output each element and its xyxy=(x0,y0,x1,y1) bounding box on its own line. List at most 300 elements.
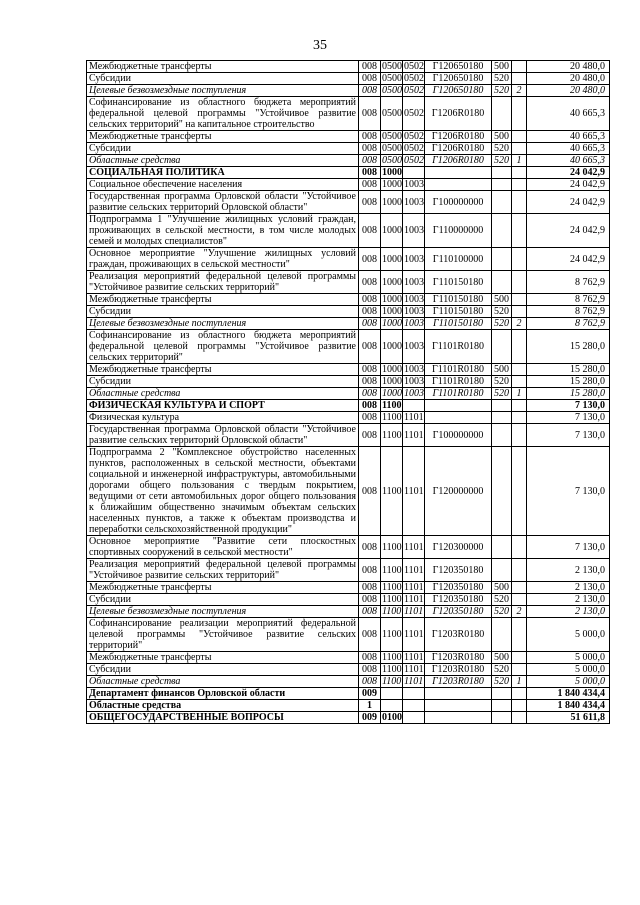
row-expense-type: 500 xyxy=(492,364,512,376)
row-section-code: 1000 xyxy=(381,271,403,294)
row-section-code: 1000 xyxy=(381,330,403,364)
row-target-article: Г1206R0180 xyxy=(425,155,492,167)
row-sum: 5 000,0 xyxy=(527,676,610,688)
row-source-code: 1 xyxy=(512,388,527,400)
row-expense-type xyxy=(492,214,512,248)
row-target-article: Г120650180 xyxy=(425,73,492,85)
row-subsection-code: 1101 xyxy=(404,606,424,617)
row-source-code xyxy=(512,248,527,271)
row-name: Межбюджетные трансферты xyxy=(87,652,359,664)
row-source-code xyxy=(512,559,527,582)
row-section-code: 0100 xyxy=(382,712,402,723)
row-section-code: 1100 xyxy=(382,594,402,605)
table-row xyxy=(87,712,610,724)
row-name: Целевые безвозмездные поступления xyxy=(87,85,359,97)
table-row xyxy=(87,330,610,364)
table-row xyxy=(87,652,610,664)
row-expense-type: 500 xyxy=(492,294,512,306)
row-source-code xyxy=(512,688,527,700)
row-ved-code: 008 xyxy=(359,214,381,248)
row-source-code xyxy=(512,536,527,559)
row-sum: 8 762,9 xyxy=(527,294,610,306)
row-sum: 7 130,0 xyxy=(527,412,610,424)
row-source-code xyxy=(512,167,527,179)
row-ved-code: 009 xyxy=(359,712,381,724)
row-expense-type xyxy=(492,248,512,271)
row-subsection-code: 1003 xyxy=(403,248,425,271)
row-source-code xyxy=(512,652,527,664)
row-ved-code: 008 xyxy=(359,306,381,318)
row-name: Межбюджетные трансферты xyxy=(87,61,359,73)
table-row xyxy=(87,606,610,618)
row-target-article: Г120650180 xyxy=(425,61,492,73)
table-row xyxy=(87,294,610,306)
table-row xyxy=(87,179,610,191)
row-name: Государственная программа Орловской области "Устойчивое развитие сельских территорий Орловской области" xyxy=(87,424,359,447)
row-subsection-code: 1101 xyxy=(404,652,424,663)
row-sum: 5 000,0 xyxy=(527,652,610,664)
row-section-code xyxy=(381,688,403,700)
row-expense-type: 520 xyxy=(492,318,512,330)
row-section-code: 1000 xyxy=(382,179,402,190)
row-source-code xyxy=(512,376,527,388)
row-ved-code: 008 xyxy=(359,618,381,652)
row-expense-type: 500 xyxy=(492,582,512,594)
row-section-code: 0500 xyxy=(382,61,402,72)
row-section-code: 1000 xyxy=(381,248,403,271)
row-ved-code: 008 xyxy=(359,85,381,97)
row-name: Областные средства xyxy=(87,155,359,167)
budget-table xyxy=(86,60,610,724)
row-ved-code: 008 xyxy=(359,676,381,688)
row-section-code: 1000 xyxy=(382,167,402,178)
row-source-code xyxy=(512,179,527,191)
row-section-code: 1000 xyxy=(382,376,402,387)
row-subsection-code: 1101 xyxy=(404,412,424,423)
row-ved-code: 008 xyxy=(359,61,381,73)
row-expense-type: 520 xyxy=(492,676,512,688)
row-target-article xyxy=(425,400,492,412)
row-source-code xyxy=(512,700,527,712)
row-source-code xyxy=(512,712,527,724)
row-name: Областные средства xyxy=(87,388,359,400)
row-subsection-code: 0502 xyxy=(404,73,424,84)
row-ved-code: 008 xyxy=(359,248,381,271)
row-sum: 24 042,9 xyxy=(527,191,610,214)
row-section-code: 0500 xyxy=(382,73,402,84)
row-source-code xyxy=(512,412,527,424)
row-target-article: Г110150180 xyxy=(425,294,492,306)
row-sum: 7 130,0 xyxy=(527,424,610,447)
row-sum: 7 130,0 xyxy=(527,536,610,559)
row-expense-type: 520 xyxy=(492,155,512,167)
row-source-code: 1 xyxy=(512,676,527,688)
row-name: Субсидии xyxy=(87,376,359,388)
row-sum: 8 762,9 xyxy=(527,318,610,330)
row-target-article: Г110150180 xyxy=(425,306,492,318)
row-sum: 8 762,9 xyxy=(527,271,610,294)
row-target-article: Г1203R0180 xyxy=(425,618,492,652)
row-target-article: Г110150180 xyxy=(425,271,492,294)
row-name: ОБЩЕГОСУДАРСТВЕННЫЕ ВОПРОСЫ xyxy=(87,712,359,724)
table-row xyxy=(87,559,610,582)
row-sum: 15 280,0 xyxy=(527,376,610,388)
row-ved-code: 008 xyxy=(359,424,381,447)
row-expense-type: 520 xyxy=(492,85,512,97)
row-ved-code: 008 xyxy=(359,294,381,306)
row-target-article: Г120350180 xyxy=(425,559,492,582)
row-target-article: Г1206R0180 xyxy=(425,143,492,155)
row-expense-type xyxy=(492,330,512,364)
table-row xyxy=(87,131,610,143)
row-expense-type xyxy=(492,447,512,536)
row-sum: 15 280,0 xyxy=(527,388,610,400)
row-target-article: Г1101R0180 xyxy=(425,330,492,364)
row-subsection-code: 1101 xyxy=(403,618,425,652)
row-subsection-code: 1101 xyxy=(404,582,424,593)
row-name: Субсидии xyxy=(87,306,359,318)
row-section-code: 1100 xyxy=(381,536,403,559)
row-sum: 40 665,3 xyxy=(527,143,610,155)
row-subsection-code: 1003 xyxy=(403,330,425,364)
row-name: Реализация мероприятий федеральной целевой программы "Устойчивое развитие сельских территорий" xyxy=(87,271,359,294)
row-section-code: 1100 xyxy=(382,664,402,675)
table-row xyxy=(87,214,610,248)
row-expense-type: 500 xyxy=(492,652,512,664)
row-section-code: 0500 xyxy=(382,143,402,154)
row-target-article: Г120350180 xyxy=(425,594,492,606)
row-section-code: 1100 xyxy=(382,412,402,423)
row-sum: 24 042,9 xyxy=(527,179,610,191)
row-target-article: Г120000000 xyxy=(425,447,492,536)
row-source-code: 2 xyxy=(512,85,527,97)
row-section-code xyxy=(381,700,403,712)
row-section-code: 1000 xyxy=(381,191,403,214)
row-section-code: 1000 xyxy=(381,214,403,248)
row-source-code xyxy=(512,664,527,676)
row-expense-type: 520 xyxy=(492,143,512,155)
row-name: Основное мероприятие "Развитие сети плоскостных спортивных сооружений в сельской местности" xyxy=(87,536,359,559)
row-source-code xyxy=(512,271,527,294)
row-ved-code: 008 xyxy=(359,376,381,388)
row-target-article: Г120350180 xyxy=(425,582,492,594)
row-source-code xyxy=(512,330,527,364)
row-sum: 5 000,0 xyxy=(527,664,610,676)
row-expense-type xyxy=(492,97,512,131)
row-expense-type xyxy=(492,400,512,412)
row-name: Софинансирование реализации мероприятий федеральной целевой программы "Устойчивое развитие сельских территорий" xyxy=(87,618,359,652)
row-subsection-code xyxy=(403,400,425,412)
row-target-article xyxy=(425,179,492,191)
row-subsection-code: 1003 xyxy=(404,294,424,305)
table-row xyxy=(87,306,610,318)
row-source-code xyxy=(512,594,527,606)
row-sum: 20 480,0 xyxy=(527,73,610,85)
row-subsection-code: 1101 xyxy=(404,594,424,605)
row-source-code xyxy=(512,214,527,248)
table-row xyxy=(87,388,610,400)
row-ved-code: 008 xyxy=(359,131,381,143)
table-row xyxy=(87,424,610,447)
row-section-code: 1100 xyxy=(381,424,403,447)
row-source-code xyxy=(512,618,527,652)
row-ved-code: 008 xyxy=(359,536,381,559)
row-target-article: Г1206R0180 xyxy=(425,97,492,131)
row-section-code: 1000 xyxy=(382,388,402,399)
row-section-code: 1100 xyxy=(382,652,402,663)
row-name: Основное мероприятие "Улучшение жилищных условий граждан, проживающих в сельской местности" xyxy=(87,248,359,271)
table-row xyxy=(87,664,610,676)
table-row xyxy=(87,155,610,167)
row-subsection-code xyxy=(403,712,425,724)
row-section-code: 1100 xyxy=(381,447,403,536)
table-row xyxy=(87,700,610,712)
row-target-article: Г120350180 xyxy=(425,606,492,618)
row-expense-type: 520 xyxy=(492,306,512,318)
row-target-article: Г1203R0180 xyxy=(425,676,492,688)
row-name: Субсидии xyxy=(87,143,359,155)
row-subsection-code: 0502 xyxy=(403,97,425,131)
row-name: Областные средства xyxy=(87,676,359,688)
table-row xyxy=(87,318,610,330)
row-name: Физическая культура xyxy=(87,412,359,424)
row-target-article xyxy=(425,700,492,712)
table-row xyxy=(87,536,610,559)
row-source-code: 2 xyxy=(512,318,527,330)
row-target-article xyxy=(425,167,492,179)
row-subsection-code: 1101 xyxy=(404,664,424,675)
row-subsection-code: 1003 xyxy=(404,388,424,399)
row-name: СОЦИАЛЬНАЯ ПОЛИТИКА xyxy=(87,167,359,179)
row-source-code xyxy=(512,131,527,143)
row-source-code xyxy=(512,61,527,73)
table-row xyxy=(87,143,610,155)
row-subsection-code: 0502 xyxy=(404,85,424,96)
row-sum: 15 280,0 xyxy=(527,330,610,364)
row-subsection-code: 1003 xyxy=(403,271,425,294)
row-name: Департамент финансов Орловской области xyxy=(87,688,359,700)
row-ved-code: 008 xyxy=(359,594,381,606)
table-row xyxy=(87,271,610,294)
row-ved-code: 008 xyxy=(359,330,381,364)
row-target-article: Г100000000 xyxy=(425,191,492,214)
row-expense-type: 520 xyxy=(492,606,512,618)
row-subsection-code xyxy=(403,688,425,700)
row-target-article: Г1101R0180 xyxy=(425,376,492,388)
row-ved-code: 008 xyxy=(359,179,381,191)
row-expense-type xyxy=(492,412,512,424)
row-sum: 40 665,3 xyxy=(527,97,610,131)
row-name: Подпрограмма 2 "Комплексное обустройство населенных пунктов, расположенных в сельской местности, объектами социальной и инженерной инфраструктуры, автомобильными дорогами общего пользования с твердым покрытием, ведущими от сети автомобильных дорог общего пользования к ближайшим общественно значимым объектам сельских населенных пунктов, а также к объектам производства и переработки сельскохозяйственной продукции" xyxy=(87,447,359,536)
row-name: Межбюджетные трансферты xyxy=(87,582,359,594)
row-name: Субсидии xyxy=(87,73,359,85)
row-section-code: 1100 xyxy=(381,618,403,652)
row-section-code: 1000 xyxy=(382,294,402,305)
row-subsection-code: 1003 xyxy=(404,376,424,387)
row-target-article xyxy=(425,712,492,724)
row-section-code: 1100 xyxy=(381,559,403,582)
row-name: Субсидии xyxy=(87,594,359,606)
row-expense-type xyxy=(492,618,512,652)
row-target-article: Г1101R0180 xyxy=(425,388,492,400)
row-name: Межбюджетные трансферты xyxy=(87,364,359,376)
row-target-article: Г110000000 xyxy=(425,214,492,248)
row-target-article xyxy=(425,412,492,424)
row-ved-code: 008 xyxy=(359,191,381,214)
row-subsection-code: 0502 xyxy=(404,131,424,142)
row-sum: 40 665,3 xyxy=(527,155,610,167)
table-row xyxy=(87,400,610,412)
row-subsection-code: 1101 xyxy=(403,536,425,559)
table-row xyxy=(87,167,610,179)
row-section-code: 1100 xyxy=(382,676,402,687)
row-subsection-code: 1101 xyxy=(403,447,425,536)
row-expense-type: 520 xyxy=(492,73,512,85)
row-section-code: 1000 xyxy=(382,318,402,329)
row-target-article xyxy=(425,688,492,700)
table-row xyxy=(87,376,610,388)
row-sum: 7 130,0 xyxy=(527,447,610,536)
row-sum: 2 130,0 xyxy=(527,559,610,582)
row-expense-type xyxy=(492,191,512,214)
row-sum: 5 000,0 xyxy=(527,618,610,652)
row-ved-code: 008 xyxy=(359,97,381,131)
row-subsection-code: 0502 xyxy=(404,155,424,166)
row-subsection-code: 1003 xyxy=(404,318,424,329)
row-target-article: Г1203R0180 xyxy=(425,652,492,664)
row-subsection-code: 0502 xyxy=(404,143,424,154)
row-source-code xyxy=(512,582,527,594)
row-name: Межбюджетные трансферты xyxy=(87,294,359,306)
row-expense-type: 520 xyxy=(492,664,512,676)
row-section-code: 0500 xyxy=(382,155,402,166)
row-target-article: Г110150180 xyxy=(425,318,492,330)
row-sum: 40 665,3 xyxy=(527,131,610,143)
row-name: Социальное обеспечение населения xyxy=(87,179,359,191)
table-body xyxy=(87,61,610,724)
row-target-article: Г1101R0180 xyxy=(425,364,492,376)
row-sum: 24 042,9 xyxy=(527,214,610,248)
row-name: Целевые безвозмездные поступления xyxy=(87,606,359,618)
row-source-code xyxy=(512,143,527,155)
row-sum: 1 840 434,4 xyxy=(527,700,610,712)
row-name: Государственная программа Орловской области "Устойчивое развитие сельских территорий Орловской области" xyxy=(87,191,359,214)
table-row xyxy=(87,97,610,131)
row-name: Подпрограмма 1 "Улучшение жилищных условий граждан, проживающих в сельской местности, в том числе молодых семей и молодых специалистов" xyxy=(87,214,359,248)
row-sum: 15 280,0 xyxy=(527,364,610,376)
row-target-article: Г1203R0180 xyxy=(425,664,492,676)
row-ved-code: 008 xyxy=(359,652,381,664)
row-sum: 7 130,0 xyxy=(527,400,610,412)
row-name: Реализация мероприятий федеральной целевой программы "Устойчивое развитие сельских территорий" xyxy=(87,559,359,582)
table-row xyxy=(87,412,610,424)
row-section-code: 0500 xyxy=(381,97,403,131)
row-ved-code: 008 xyxy=(359,155,381,167)
row-sum: 8 762,9 xyxy=(527,306,610,318)
row-source-code xyxy=(512,306,527,318)
row-source-code xyxy=(512,364,527,376)
row-source-code xyxy=(512,447,527,536)
row-sum: 51 611,8 xyxy=(527,712,610,724)
table-row xyxy=(87,594,610,606)
row-name: Целевые безвозмездные поступления xyxy=(87,318,359,330)
row-expense-type: 520 xyxy=(492,388,512,400)
row-ved-code: 008 xyxy=(359,318,381,330)
row-expense-type xyxy=(492,712,512,724)
row-section-code: 1100 xyxy=(382,606,402,617)
table-row xyxy=(87,582,610,594)
row-expense-type: 500 xyxy=(492,131,512,143)
row-subsection-code xyxy=(403,700,425,712)
row-subsection-code: 1003 xyxy=(403,191,425,214)
row-sum: 2 130,0 xyxy=(527,582,610,594)
row-expense-type xyxy=(492,271,512,294)
row-subsection-code: 1003 xyxy=(404,179,424,190)
row-subsection-code: 1101 xyxy=(403,559,425,582)
row-expense-type xyxy=(492,536,512,559)
row-subsection-code: 1003 xyxy=(403,214,425,248)
row-source-code xyxy=(512,294,527,306)
row-sum: 1 840 434,4 xyxy=(527,688,610,700)
row-ved-code: 009 xyxy=(359,688,381,700)
row-expense-type: 520 xyxy=(492,594,512,606)
row-name: ФИЗИЧЕСКАЯ КУЛЬТУРА И СПОРТ xyxy=(87,400,359,412)
row-target-article: Г120650180 xyxy=(425,85,492,97)
row-name: Софинансирование из областного бюджета мероприятий федеральной целевой программы "Устойчивое развитие сельских территорий" xyxy=(87,330,359,364)
row-sum: 24 042,9 xyxy=(527,167,610,179)
row-expense-type xyxy=(492,167,512,179)
row-name: Софинансирование из областного бюджета мероприятий федеральной целевой программы "Устойчивое развитие сельских территорий" на капитальное строительство xyxy=(87,97,359,131)
row-section-code: 0500 xyxy=(382,131,402,142)
row-subsection-code: 1003 xyxy=(404,364,424,375)
table-row xyxy=(87,73,610,85)
row-ved-code: 008 xyxy=(359,388,381,400)
row-section-code: 1000 xyxy=(382,364,402,375)
table-row xyxy=(87,61,610,73)
row-source-code xyxy=(512,73,527,85)
row-sum: 20 480,0 xyxy=(527,85,610,97)
row-name: Областные средства xyxy=(87,700,359,712)
row-subsection-code: 1101 xyxy=(404,676,424,687)
row-sum: 24 042,9 xyxy=(527,248,610,271)
row-source-code: 1 xyxy=(512,155,527,167)
row-subsection-code: 0502 xyxy=(404,61,424,72)
row-expense-type: 500 xyxy=(492,61,512,73)
row-section-code: 1000 xyxy=(382,306,402,317)
row-expense-type: 520 xyxy=(492,376,512,388)
row-ved-code: 008 xyxy=(359,143,381,155)
row-subsection-code xyxy=(403,167,425,179)
row-source-code xyxy=(512,97,527,131)
row-ved-code: 008 xyxy=(359,271,381,294)
row-sum: 2 130,0 xyxy=(527,594,610,606)
table-row xyxy=(87,364,610,376)
row-expense-type xyxy=(492,424,512,447)
row-subsection-code: 1101 xyxy=(403,424,425,447)
row-source-code xyxy=(512,424,527,447)
table-row xyxy=(87,447,610,536)
row-name: Межбюджетные трансферты xyxy=(87,131,359,143)
table-row xyxy=(87,85,610,97)
row-ved-code: 008 xyxy=(359,73,381,85)
row-sum: 2 130,0 xyxy=(527,606,610,618)
row-section-code: 1100 xyxy=(382,400,402,411)
row-expense-type xyxy=(492,688,512,700)
row-sum: 20 480,0 xyxy=(527,61,610,73)
row-ved-code: 1 xyxy=(359,700,381,712)
row-ved-code: 008 xyxy=(359,167,381,179)
row-target-article: Г120300000 xyxy=(425,536,492,559)
